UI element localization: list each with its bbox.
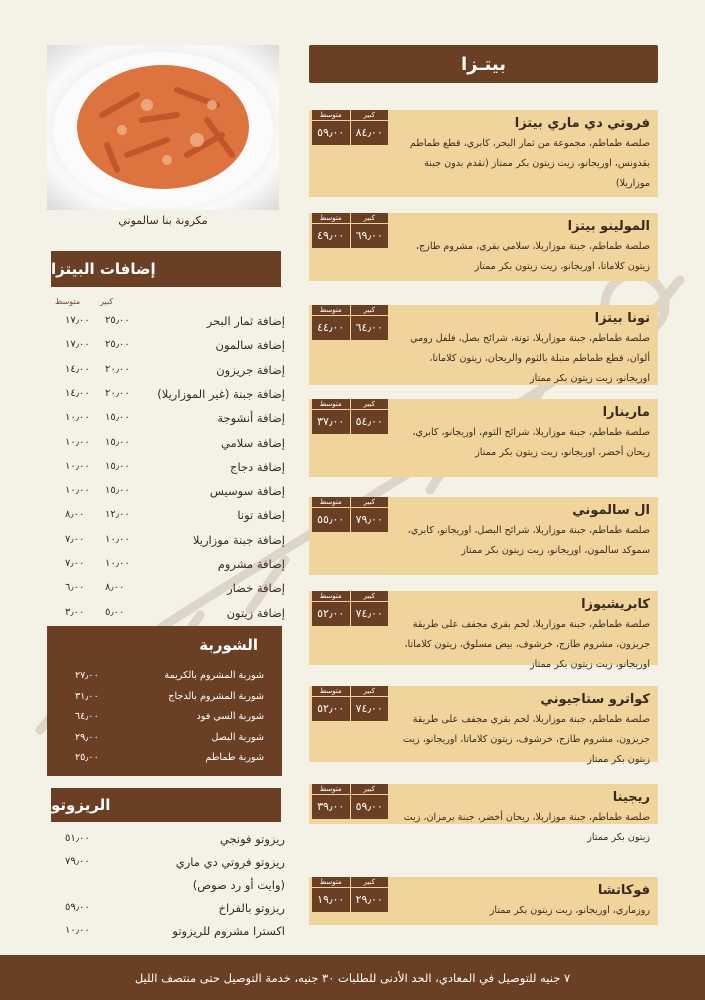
large-price-box: [351, 686, 389, 721]
risotto-name: (وايت أو رد صوص): [192, 878, 285, 892]
pizza-item-description: روزماري، اوريجانو، زيت زيتون بكر ممتاز: [489, 905, 650, 916]
risotto-row: [55, 832, 285, 854]
pizza-item-prices: [312, 213, 389, 248]
medium-label: متوسط: [312, 686, 350, 696]
pizza-item-description: صلصة طماطم، جبنة موزاريلا، لحم بقري مجفف على طريقة جريزون، مشروم طازج، خرشوف، زيتون كلاماتا، اوريجانو، زيت زيتون بكر ممتاز: [402, 714, 650, 765]
risotto-row: [55, 855, 285, 877]
soup-price: ٢٩٫٠٠: [75, 731, 99, 743]
soup-section: [47, 626, 282, 776]
risotto-name: اكسترا مشروم للريزوتو: [172, 924, 285, 938]
addon-name: إضافة سالمون: [215, 338, 285, 353]
soup-price: ٦٤٫٠٠: [75, 711, 99, 722]
pizza-item-name: مارينارا: [602, 405, 650, 420]
addon-row: [55, 387, 285, 411]
large-price-box: [351, 399, 389, 434]
risotto-price: ١٠٫٠٠: [65, 925, 90, 936]
large-price-box: [351, 784, 389, 819]
risotto-row: [55, 924, 285, 946]
pizza-item: [309, 686, 658, 765]
pasta-image-icon: [47, 45, 279, 210]
addon-large-price: ١٠٫٠٠: [105, 558, 130, 569]
large-price: ٧٤٫٠٠: [351, 602, 389, 626]
pizza-item-name: كواترو ستاجيوني: [540, 692, 650, 707]
medium-label: متوسط: [312, 497, 350, 507]
addon-large-price: ١٢٫٠٠: [105, 509, 130, 521]
soup-title: الشوربة: [199, 636, 258, 654]
addon-medium-price: ١٠٫٠٠: [65, 436, 90, 448]
pizza-section: [309, 45, 658, 83]
pizza-item-description: صلصة طماطم، جبنة موزاريلا، ريحان أخضر، جبنة برمزان، زيت زيتون بكر ممتاز: [403, 812, 650, 843]
pizza-item-name: المولينو بيتزا: [567, 219, 650, 234]
large-price: ٨٤٫٠٠: [351, 121, 389, 145]
medium-label: متوسط: [312, 110, 350, 120]
large-label: كبير: [351, 305, 389, 315]
addon-row: [55, 460, 285, 484]
risotto-row: [55, 901, 285, 923]
pizza-item-prices: [312, 784, 389, 819]
medium-price: ٤٤٫٠٠: [312, 316, 350, 340]
addon-name: إضافة دجاج: [230, 459, 285, 474]
pizza-section-title: بيتـزا: [309, 45, 658, 83]
addon-large-price: ٢٥٫٠٠: [105, 315, 130, 326]
pizza-item-prices: [312, 591, 389, 626]
large-price-box: [351, 110, 389, 145]
pizza-item: [309, 497, 658, 575]
medium-price: ١٩٫٠٠: [312, 888, 350, 912]
medium-price-box: [312, 591, 350, 626]
medium-price: ٣٧٫٠٠: [312, 410, 350, 434]
addon-row: [55, 411, 285, 435]
pizza-item-prices: [312, 686, 389, 721]
addon-medium-price: ١٠٫٠٠: [65, 460, 90, 472]
addon-row: [55, 581, 285, 605]
addon-name: إضافة أنشوجة: [217, 411, 285, 426]
medium-price-box: [312, 686, 350, 721]
large-price: ٥٩٫٠٠: [351, 795, 389, 819]
large-label: كبير: [351, 213, 389, 223]
pizza-item-name: فوكاتشا: [597, 883, 650, 898]
addon-large-price: ١٥٫٠٠: [105, 412, 130, 424]
soup-name: شوربة المشروم بالدجاج: [168, 690, 264, 702]
pizza-item: [309, 877, 658, 925]
addon-medium-price: ١٤٫٠٠: [65, 387, 90, 399]
soup-price: ٢٥٫٠٠: [75, 752, 99, 763]
medium-label: متوسط: [312, 213, 350, 223]
medium-price-box: [312, 399, 350, 434]
pizza-item-prices: [312, 497, 389, 532]
soup-row: [47, 732, 282, 752]
soup-name: شوربة طماطم: [205, 752, 264, 763]
medium-price: ٥٩٫٠٠: [312, 121, 350, 145]
risotto-name: ريزوتو فونجي: [219, 832, 285, 846]
pizza-item-name: تونا بيتزا: [594, 311, 650, 326]
addon-large-price: ١٥٫٠٠: [105, 460, 130, 472]
soup-name: شوربة المشروم بالكريمة: [164, 670, 264, 681]
large-price-box: [351, 213, 389, 248]
addon-row: [55, 314, 285, 338]
pizza-item: [309, 399, 658, 477]
addon-medium-price: ٣٫٠٠: [65, 606, 85, 618]
large-label: كبير: [351, 784, 389, 794]
large-label: كبير: [351, 686, 389, 696]
pizza-item-name: ريجينا: [612, 790, 650, 805]
medium-label: متوسط: [312, 591, 350, 601]
addon-name: إضافة جبنة (غير الموزاريلا): [157, 386, 285, 401]
pizza-item-description: صلصة طماطم، جبنة موزاريلا، سلامي بقري، مشروم طازج، زيتون كلاماتا، اوريجانو، زيت زيتون بكر ممتاز: [415, 241, 650, 272]
pizza-item-name: فروتي دي ماري بيتزا: [514, 116, 650, 131]
large-price: ٧٩٫٠٠: [351, 508, 389, 532]
photo-caption: مكرونة بنا سالموني: [118, 214, 208, 227]
large-label: كبير: [351, 110, 389, 120]
pizza-item-description: صلصة طماطم، مجموعة من ثمار البحر، كابري، قطع طماطم بقدونس، اوريجانو، زيت زيتون بكر ممتاز (تقدم بدون جبنة موزاريلا): [409, 138, 650, 189]
medium-label: متوسط: [312, 877, 350, 887]
large-price-box: [351, 877, 389, 912]
large-label: كبير: [351, 497, 389, 507]
addon-name: إضافة جبنة موزاريلا: [192, 532, 285, 547]
medium-price-box: [312, 305, 350, 340]
addon-medium-price: ٧٫٠٠: [65, 533, 85, 545]
addon-large-price: ٨٫٠٠: [105, 582, 125, 594]
pizza-item-name: ال سالموني: [572, 503, 650, 518]
risotto-row: [55, 878, 285, 900]
addon-medium-price: ٦٫٠٠: [65, 582, 85, 594]
risotto-price: ٥٩٫٠٠: [65, 902, 90, 913]
large-price: ٦٩٫٠٠: [351, 224, 389, 248]
medium-price-box: [312, 213, 350, 248]
soup-row: [47, 711, 282, 731]
addons-title: إضافات البيتزا: [51, 251, 281, 287]
addon-medium-price: ١٧٫٠٠: [65, 339, 90, 351]
medium-label: متوسط: [312, 784, 350, 794]
addon-name: إضافة مشروم: [217, 557, 285, 571]
addon-name: إضافة تونا: [237, 508, 285, 523]
soup-row: [47, 691, 282, 711]
addon-name: إضافة زيتون: [226, 605, 285, 620]
addon-medium-price: ١٧٫٠٠: [65, 315, 90, 326]
soup-name: شوربة السي فود: [196, 711, 264, 722]
medium-label: متوسط: [312, 305, 350, 315]
addon-large-price: ٥٫٠٠: [105, 606, 125, 618]
addon-row: [55, 557, 285, 581]
pizza-item: [309, 305, 658, 385]
addon-large-price: ٢٠٫٠٠: [105, 387, 130, 399]
addons-medium-label: متوسط: [55, 297, 81, 306]
large-price: ٧٤٫٠٠: [351, 697, 389, 721]
footer-delivery-info: ٧ جنيه للتوصيل في المعادي، الحد الأدنى للطلبات ٣٠ جنيه، خدمة التوصيل حتى منتصف الليل: [0, 955, 705, 1000]
soup-name: شوربة البصل: [211, 731, 264, 743]
pizza-item-name: كابريشيوزا: [581, 597, 650, 612]
large-label: كبير: [351, 591, 389, 601]
risotto-name: ريزوتو بالفراخ: [218, 901, 285, 915]
pizza-item-prices: [312, 305, 389, 340]
addons-large-label: كبير: [100, 297, 114, 306]
pizza-item-description: صلصة طماطم، جبنة موزاريلا، تونة، شرائح بصل، فلفل رومي ألوان، قطع طماطم متبلة بالثوم والريحان، زيتون كلاماتا، اوريجانو، زيت زيتون بكر ممتاز: [410, 333, 650, 384]
pizza-item: [309, 591, 658, 670]
pizza-item: [309, 213, 658, 281]
addon-row: [55, 436, 285, 460]
addon-row: [55, 533, 285, 557]
addon-large-price: ٢٥٫٠٠: [105, 339, 130, 351]
medium-price: ٥٥٫٠٠: [312, 508, 350, 532]
addon-name: إضافة ثمار البحر: [206, 314, 285, 328]
pizza-item-prices: [312, 877, 389, 912]
addon-name: إضافة خضار: [227, 581, 285, 596]
risotto-name: ريزوتو فروتي دي ماري: [175, 855, 285, 869]
addon-name: إضافة سوسيس: [209, 484, 285, 499]
medium-price: ٣٩٫٠٠: [312, 795, 350, 819]
pizza-item-description: صلصة طماطم، جبنة موزاريلا، شرائح البصل، اوريجانو، كابري، سموكد سالمون، اوريجانو، زيت زيتون بكر ممتاز: [407, 525, 650, 556]
pizza-item-description: صلصة طماطم، جبنة موزاريلا، لحم بقري مجفف على طريقة جريزون، مشروم طازج، خرشوف، بيض مسلوق، زيتون كلاماتا، اوريجانو، زيت زيتون بكر ممتاز: [404, 619, 650, 670]
addon-medium-price: ١٤٫٠٠: [65, 363, 90, 375]
addon-medium-price: ٧٫٠٠: [65, 558, 85, 569]
addons-price-headers: [55, 297, 280, 309]
medium-price-box: [312, 110, 350, 145]
addon-row: [55, 338, 285, 362]
addon-row: [55, 484, 285, 508]
addon-name: إضافة جريزون: [216, 362, 285, 377]
pizza-item: [309, 784, 658, 843]
pizza-item: [309, 110, 658, 197]
addon-large-price: ١٥٫٠٠: [105, 485, 130, 497]
large-label: كبير: [351, 399, 389, 409]
large-price: ٦٤٫٠٠: [351, 316, 389, 340]
addon-medium-price: ٨٫٠٠: [65, 509, 85, 521]
large-price: ٥٤٫٠٠: [351, 410, 389, 434]
soup-row: [47, 670, 282, 690]
medium-price-box: [312, 784, 350, 819]
addon-large-price: ١٠٫٠٠: [105, 533, 130, 545]
addon-row: [55, 363, 285, 387]
soup-price: ٢٧٫٠٠: [75, 670, 99, 681]
medium-price-box: [312, 877, 350, 912]
medium-price: ٥٢٫٠٠: [312, 602, 350, 626]
soup-row: [47, 752, 282, 772]
large-price: ٢٩٫٠٠: [351, 888, 389, 912]
addon-medium-price: ١٠٫٠٠: [65, 412, 90, 424]
medium-label: متوسط: [312, 399, 350, 409]
large-price-box: [351, 591, 389, 626]
large-price-box: [351, 497, 389, 532]
soup-price: ٣١٫٠٠: [75, 690, 99, 702]
medium-price-box: [312, 497, 350, 532]
addon-medium-price: ١٠٫٠٠: [65, 485, 90, 497]
medium-price: ٤٩٫٠٠: [312, 224, 350, 248]
risotto-price: ٧٩٫٠٠: [65, 856, 90, 867]
pizza-item-prices: [312, 110, 389, 145]
medium-price: ٥٢٫٠٠: [312, 697, 350, 721]
addon-name: إضافة سلامي: [220, 435, 285, 450]
addon-row: [55, 508, 285, 532]
risotto-title: الريزوتو: [51, 788, 281, 822]
addon-large-price: ١٥٫٠٠: [105, 436, 130, 448]
dish-photo: [47, 45, 279, 210]
pizza-item-prices: [312, 399, 389, 434]
addon-large-price: ٢٠٫٠٠: [105, 363, 130, 375]
pizza-item-description: صلصة طماطم، جبنة موزاريلا، شرائح الثوم، اوريجانو، كابري، ريحان أخضر، اوريجانو، زيت زيتون بكر ممتاز: [412, 427, 650, 458]
large-price-box: [351, 305, 389, 340]
risotto-price: ٥١٫٠٠: [65, 833, 90, 844]
large-label: كبير: [351, 877, 389, 887]
